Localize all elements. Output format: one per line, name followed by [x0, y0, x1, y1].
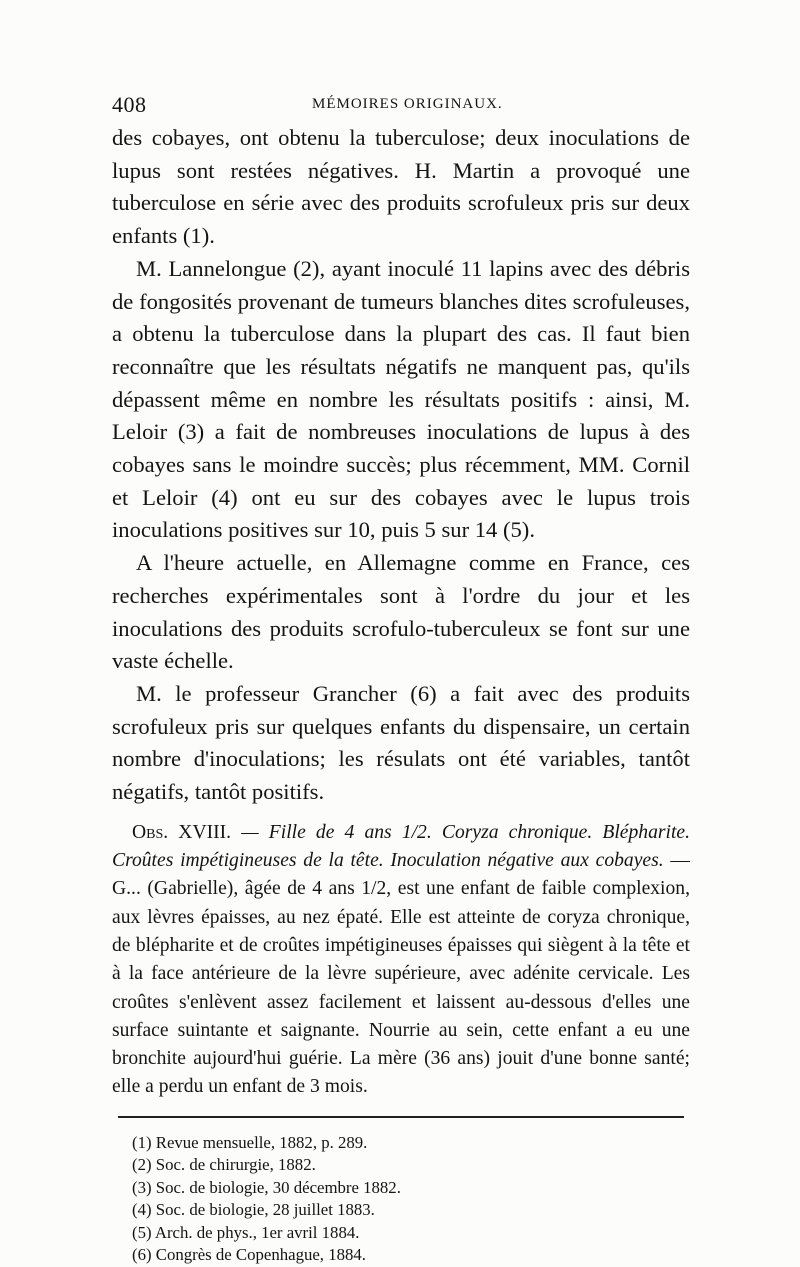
- footnotes: [132, 1132, 690, 1267]
- main-text: [112, 122, 690, 809]
- footnote-3: (3) Soc. de biologie, 30 décembre 1882.: [132, 1177, 401, 1197]
- paragraph-2: M. Lannelongue (2), ayant inoculé 11 lapins avec des débris de fongosités provenant de tumeurs blanches dites scrofuleuses, a obtenu la tuberculose dans la plupart des cas. Il faut bien reconnaître que les résultats négatifs ne manquent pas, qu'ils dépassent même en nombre les résultats positifs : ainsi, M. Leloir (3) a fait de nombreuses inoculations de lupus à des cobayes sans le moindre succès; plus récemment, MM. Cornil et Leloir (4) ont eu sur des cobayes avec le lupus trois inoculations positives sur 10, puis 5 sur 14 (5).: [112, 255, 690, 543]
- observation-label: Obs. XVIII.: [132, 821, 232, 843]
- observation-title: — Fille de 4 ans 1/2. Coryza chronique. Blépharite. Croûtes impétigineuses de la tête. Inoculation négative aux cobayes.: [112, 821, 690, 872]
- footnote-2: (2) Soc. de chirurgie, 1882.: [132, 1155, 316, 1175]
- book-page: [112, 92, 690, 1267]
- observation-block: [112, 819, 690, 1102]
- footnote-divider: [118, 1116, 684, 1118]
- footnote-1: (1) Revue mensuelle, 1882, p. 289.: [132, 1132, 368, 1152]
- paragraph-4: M. le professeur Grancher (6) a fait avec des produits scrofuleux pris sur quelques enfants du dispensaire, un certain nombre d'inoculations; les résulats ont été variables, tantôt négatifs, tantôt positifs.: [112, 680, 690, 805]
- page-header: [112, 92, 690, 122]
- paragraph-3: A l'heure actuelle, en Allemagne comme en France, ces recherches expérimentales sont à l'ordre du jour et les inoculations des produits scrofulo-tuberculeux se font sur une vaste échelle.: [112, 550, 690, 674]
- footnote-4: (4) Soc. de biologie, 28 juillet 1883.: [132, 1200, 375, 1220]
- footnote-6: (6) Congrès de Copenhague, 1884.: [132, 1245, 366, 1265]
- page-number: 408: [112, 92, 147, 117]
- observation-text: — G... (Gabrielle), âgée de 4 ans 1/2, est une enfant de faible complexion, aux lèvres épaisses, au nez épaté. Elle est atteinte de coryza chronique, de blépharite et de croûtes impétigineuses épaisses qui siègent à la tête et à la face antérieure de la lèvre supérieure, avec adénite cervicale. Les croûtes s'enlèvent assez facilement et laissent au-dessous d'elles une surface suintante et saignante. Nourrie au sein, cette enfant a eu une bronchite aujourd'hui guérie. La mère (36 ans) jouit d'une bonne santé; elle a perdu un enfant de 3 mois.: [112, 850, 690, 1098]
- footnote-5: (5) Arch. de phys., 1er avril 1884.: [132, 1222, 360, 1242]
- running-head: MÉMOIRES ORIGINAUX.: [312, 96, 503, 112]
- paragraph-1: des cobayes, ont obtenu la tuberculose; deux inoculations de lupus sont restées négatives. H. Martin a provoqué une tuberculose en série avec des produits scrofuleux pris sur deux enfants (1).: [112, 125, 690, 249]
